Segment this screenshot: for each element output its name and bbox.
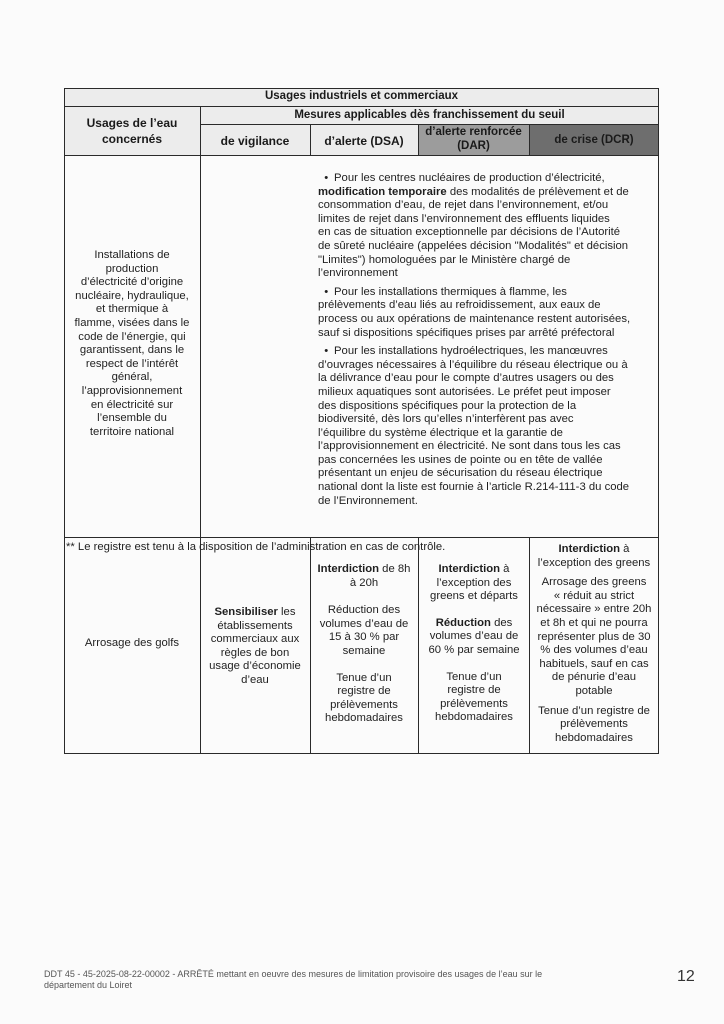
table-border-bottom xyxy=(64,753,659,754)
level-vigilance: de vigilance xyxy=(220,134,290,148)
hline-title xyxy=(64,106,659,107)
measures-header: Mesures applicables dès franchissement du seuil xyxy=(294,109,565,121)
row2-alerte: Interdiction de 8h à 20h Réduction des volumes d’eau de 15 à 30 % par semaine Tenue d’un registre de prélèvements hebdomadaires xyxy=(317,563,411,725)
row1-usage: Installations de production d’électricité d’origine nucléaire, hydraulique, et thermique à flamme, visées dans le code de l’énergie, qui garantissent, dans le respect de l’intérêt général, l’approvisionnement en électricité sur l’ensemble du territoire national xyxy=(74,249,190,438)
table-border-right xyxy=(658,88,659,754)
row2-crise: Interdiction à l’exception des greens Arrosage des greens « réduit au strict nécessaire » entre 20h et 8h et qui ne pourra représenter plus de 30 % des volumes d’eau habituels, sauf en cas de pénurie d’eau potable Tenue d’un registre de prélèvements hebdomadaires xyxy=(536,543,652,744)
row2-vigilance: Sensibiliser les établissements commerciaux aux règles de bon usage d’économie d’eau xyxy=(209,606,301,686)
bullet-hydro: • Pour les installations hydroélectriques, les manœuvres d’ouvrages nécessaires à l’équilibre du réseau électrique ou à la délivrance d’eau pour le compte d’autres usagers ou des milieux aquatiques sont autorisées. Le préfet peut imposer des dispositions spécifiques pour la protection de la biodiversité, dès lors qu’elles n’interfèrent pas avec l’équilibre du système électrique et la garantie de l’approvisionnement en électricité. Ne sont dans tous les cas pas concernées les usines de pointe ou en tête de vallée présentant un enjeu de sécurisation du réseau électrique national dont la liste est fournie à l’article R.214-111-3 du code de l’Environnement. xyxy=(318,345,630,507)
vline-alerte-row2 xyxy=(310,537,311,754)
hline-header-bottom xyxy=(64,155,659,156)
vline-crise-row2 xyxy=(529,537,530,754)
level-alerte-renforcee: d’alerte renforcée (DAR) xyxy=(425,126,522,152)
table-border-top xyxy=(64,88,659,89)
bullet-thermal: • Pour les installations thermiques à flamme, les prélèvements d’eau liés au refroidissement, aux eaux de process ou aux opérations de maintenance restent autorisées, sauf si dispositions spécifiques prises par arrêté préfectoral xyxy=(318,285,631,339)
table-title: Usages industriels et commerciaux xyxy=(264,90,459,102)
level-crise: de crise (DCR) xyxy=(554,134,634,146)
page-number: 12 xyxy=(677,968,695,985)
hline-measures xyxy=(200,124,659,125)
table-border-left xyxy=(64,88,65,754)
bullet-nuclear: • Pour les centres nucléaires de production d’électricité, modification temporaire des modalités de prélèvement et de consommation d’eau, de rejet dans l’environnement, et/ou limites de rejet dans l’environnement des effluents liquides en cas de situation exceptionnelle par décisions de l’Autorité de sûreté nucléaire (appelées décision "Modalités" et décision "Limites") homologuées par le Ministère chargé de l’environnement xyxy=(318,172,629,280)
vline-usages xyxy=(200,106,201,754)
usages-header: Usages de l’eau concernés xyxy=(86,116,178,146)
page-footer: DDT 45 - 45-2025-08-22-00002 - ARRÊTÉ mettant en oeuvre des mesures de limitation provisoire des usages de l’eau sur le département du Loiret xyxy=(44,969,543,990)
row2-usage: Arrosage des golfs xyxy=(84,637,180,649)
vline-renforcee xyxy=(529,124,530,156)
vline-renforcee-row2 xyxy=(418,537,419,754)
hline-row1-bottom xyxy=(64,537,659,538)
row1-measures xyxy=(318,172,658,508)
level-alerte: d’alerte (DSA) xyxy=(324,134,404,148)
vline-alerte xyxy=(418,124,419,156)
registre-note: ** Le registre est tenu à la disposition de l’administration en cas de contrôle. xyxy=(66,541,446,553)
vline-vigilance xyxy=(310,124,311,156)
row2-renforcee: Interdiction à l’exception des greens et départs Réduction des volumes d’eau de 60 % par semaine Tenue d’un registre de prélèvements hebdomadaires xyxy=(428,563,520,724)
